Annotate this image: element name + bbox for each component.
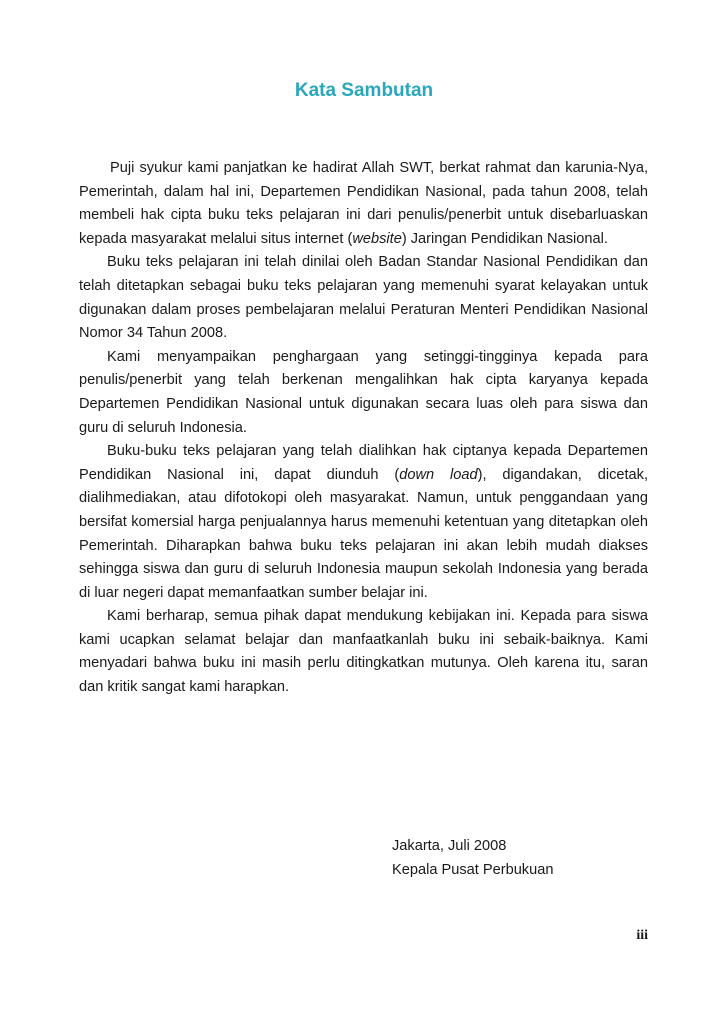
signature-signer: Kepala Pusat Perbukuan — [392, 862, 554, 878]
body-text — [79, 157, 648, 700]
paragraph-text: Puji syukur kami panjatkan ke hadirat Allah SWT, berkat rahmat dan karunia-Nya, Pemerintah, dalam hal ini, Departemen Pendidikan Nasional, pada tahun 2008, telah membeli hak cipta buku teks pelajaran ini dari penulis/penerbit untuk disebarluaskan kepada masyarakat melalui situs internet ( — [79, 160, 648, 247]
italic-term: website — [352, 230, 402, 247]
signature-place-date: Jakarta, Juli 2008 — [392, 838, 507, 854]
paragraph — [79, 440, 648, 605]
signature-block — [392, 834, 553, 882]
page-title: Kata Sambutan — [294, 80, 434, 101]
paragraph — [79, 346, 648, 440]
italic-term: down load — [399, 466, 478, 483]
paragraph-text: Buku teks pelajaran ini telah dinilai oleh Badan Standar Nasional Pendidikan dan telah ditetapkan sebagai buku teks pelajaran yang memenuhi syarat kelayakan untuk digunakan dalam proses pembelajaran melalui Peraturan Menteri Pendidikan Nasional Nomor 34 Tahun 2008. — [79, 254, 648, 342]
paragraph-text: Kami berharap, semua pihak dapat mendukung kebijakan ini. Kepada para siswa kami ucapkan selamat belajar dan manfaatkanlah buku ini sebaik-baiknya. Kami menyadari bahwa buku ini masih perlu ditingkatkan mutunya. Oleh karena itu, saran dan kritik sangat kami harapkan. — [79, 608, 648, 696]
paragraph-text: ), digandakan, dicetak, dialihmediakan, atau difotokopi oleh masyarakat. Namun, untuk penggandaan yang bersifat komersial harga penjualannya harus memenuhi ketentuan yang ditetapkan oleh Pemerintah. Diharapkan bahwa buku teks pelajaran ini akan lebih mudah diakses sehingga siswa dan guru di seluruh Indonesia maupun sekolah Indonesia yang berada di luar negeri dapat memanfaatkan sumber belajar ini. — [79, 466, 649, 601]
page-number: iii — [636, 928, 648, 943]
paragraph-text: Buku-buku teks pelajaran yang telah dialihkan hak ciptanya kepada Departemen Pendidikan Nasional ini, dapat diunduh ( — [79, 443, 648, 483]
paragraph — [79, 157, 648, 251]
paragraph — [79, 605, 648, 699]
paragraph — [79, 251, 648, 345]
paragraph-text: ) Jaringan Pendidikan Nasional. — [401, 230, 608, 247]
paragraph-text: Kami menyampaikan penghargaan yang setinggi-tingginya kepada para penulis/penerbit yang telah berkenan mengalihkan hak cipta karyanya kepada Departemen Pendidikan Nasional untuk digunakan secara luas oleh para siswa dan guru di seluruh Indonesia. — [79, 348, 648, 436]
